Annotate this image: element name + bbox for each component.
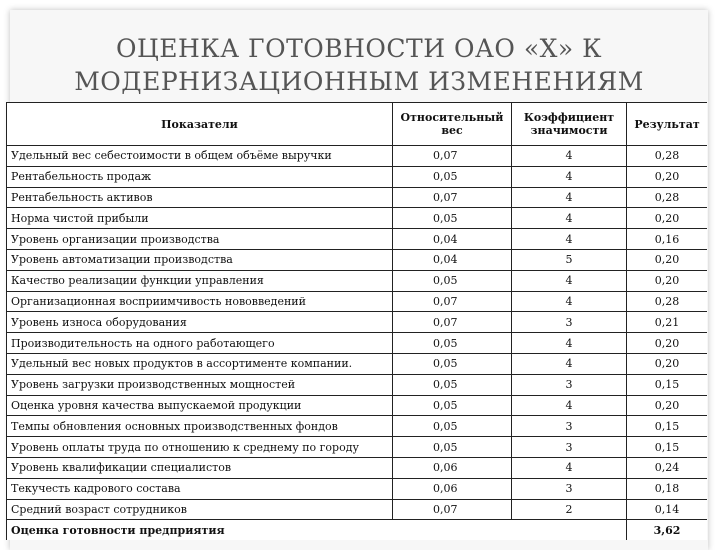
table-row: [7, 249, 708, 270]
total-result: 3,62: [627, 520, 708, 540]
weight-cell: 0,04: [393, 229, 512, 250]
result-cell: 0,28: [627, 187, 708, 208]
result-cell: 0,20: [627, 353, 708, 374]
header-result: Результат: [627, 103, 708, 146]
weight-cell: 0,07: [393, 146, 512, 167]
indicator-cell: Оценка уровня качества выпускаемой продукции: [7, 395, 393, 416]
indicator-cell: Удельный вес новых продуктов в ассортименте компании.: [7, 353, 393, 374]
weight-cell: 0,04: [393, 249, 512, 270]
indicator-cell: Рентабельность продаж: [7, 166, 393, 187]
weight-cell: 0,06: [393, 457, 512, 478]
coefficient-cell: 4: [512, 208, 627, 229]
result-cell: 0,20: [627, 270, 708, 291]
indicator-cell: Уровень автоматизации производства: [7, 249, 393, 270]
header-row: [7, 103, 708, 146]
coefficient-cell: 4: [512, 291, 627, 312]
table-row: [7, 270, 708, 291]
readiness-table-container: [6, 102, 707, 540]
coefficient-cell: 4: [512, 457, 627, 478]
coefficient-cell: 4: [512, 187, 627, 208]
result-cell: 0,15: [627, 374, 708, 395]
weight-cell: 0,06: [393, 478, 512, 499]
weight-cell: 0,05: [393, 437, 512, 458]
coefficient-cell: 4: [512, 166, 627, 187]
readiness-table: [6, 102, 707, 540]
table-row: [7, 499, 708, 520]
table-row: [7, 187, 708, 208]
header-indicators: Показатели: [7, 103, 393, 146]
table-row: [7, 437, 708, 458]
indicator-cell: Уровень загрузки производственных мощностей: [7, 374, 393, 395]
slide-title: [10, 32, 708, 98]
indicator-cell: Текучесть кадрового состава: [7, 478, 393, 499]
total-row: [7, 520, 708, 540]
result-cell: 0,14: [627, 499, 708, 520]
title-line-1: ОЦЕНКА ГОТОВНОСТИ ОАО «Х» К: [115, 34, 603, 63]
table-row: [7, 229, 708, 250]
result-cell: 0,18: [627, 478, 708, 499]
weight-cell: 0,05: [393, 374, 512, 395]
indicator-cell: Удельный вес себестоимости в общем объёме выручки: [7, 146, 393, 167]
table-row: [7, 291, 708, 312]
indicator-cell: Уровень оплаты труда по отношению к среднему по городу: [7, 437, 393, 458]
result-cell: 0,20: [627, 166, 708, 187]
coefficient-cell: 5: [512, 249, 627, 270]
indicator-cell: Средний возраст сотрудников: [7, 499, 393, 520]
coefficient-cell: 4: [512, 353, 627, 374]
weight-cell: 0,07: [393, 499, 512, 520]
table-row: [7, 416, 708, 437]
weight-cell: 0,05: [393, 395, 512, 416]
table-row: [7, 395, 708, 416]
coefficient-cell: 2: [512, 499, 627, 520]
weight-cell: 0,05: [393, 416, 512, 437]
table-body: [7, 146, 708, 541]
table-row: [7, 146, 708, 167]
total-label: Оценка готовности предприятия: [7, 520, 627, 540]
weight-cell: 0,05: [393, 353, 512, 374]
header-significance-coefficient: Коэффициент значимости: [512, 103, 627, 146]
weight-cell: 0,07: [393, 187, 512, 208]
result-cell: 0,16: [627, 229, 708, 250]
indicator-cell: Качество реализации функции управления: [7, 270, 393, 291]
table-row: [7, 374, 708, 395]
indicator-cell: Уровень износа оборудования: [7, 312, 393, 333]
indicator-cell: Рентабельность активов: [7, 187, 393, 208]
coefficient-cell: 4: [512, 395, 627, 416]
coefficient-cell: 3: [512, 437, 627, 458]
result-cell: 0,15: [627, 416, 708, 437]
table-row: [7, 166, 708, 187]
result-cell: 0,28: [627, 291, 708, 312]
table-row: [7, 312, 708, 333]
coefficient-cell: 4: [512, 333, 627, 354]
table-row: [7, 353, 708, 374]
table-row: [7, 208, 708, 229]
title-line-2: МОДЕРНИЗАЦИОННЫМ ИЗМЕНЕНИЯМ: [74, 67, 644, 96]
result-cell: 0,28: [627, 146, 708, 167]
result-cell: 0,21: [627, 312, 708, 333]
result-cell: 0,24: [627, 457, 708, 478]
result-cell: 0,15: [627, 437, 708, 458]
coefficient-cell: 4: [512, 146, 627, 167]
coefficient-cell: 3: [512, 374, 627, 395]
weight-cell: 0,05: [393, 166, 512, 187]
coefficient-cell: 4: [512, 229, 627, 250]
weight-cell: 0,07: [393, 291, 512, 312]
table-row: [7, 478, 708, 499]
header-relative-weight: Относительный вес: [393, 103, 512, 146]
table-row: [7, 333, 708, 354]
coefficient-cell: 3: [512, 312, 627, 333]
indicator-cell: Уровень квалификации специалистов: [7, 457, 393, 478]
weight-cell: 0,07: [393, 312, 512, 333]
weight-cell: 0,05: [393, 208, 512, 229]
table-row: [7, 457, 708, 478]
indicator-cell: Норма чистой прибыли: [7, 208, 393, 229]
indicator-cell: Организационная восприимчивость нововведений: [7, 291, 393, 312]
weight-cell: 0,05: [393, 270, 512, 291]
result-cell: 0,20: [627, 395, 708, 416]
coefficient-cell: 3: [512, 478, 627, 499]
indicator-cell: Темпы обновления основных производственных фондов: [7, 416, 393, 437]
result-cell: 0,20: [627, 333, 708, 354]
result-cell: 0,20: [627, 208, 708, 229]
indicator-cell: Уровень организации производства: [7, 229, 393, 250]
result-cell: 0,20: [627, 249, 708, 270]
table-header: [7, 103, 708, 146]
indicator-cell: Производительность на одного работающего: [7, 333, 393, 354]
weight-cell: 0,05: [393, 333, 512, 354]
coefficient-cell: 3: [512, 416, 627, 437]
coefficient-cell: 4: [512, 270, 627, 291]
